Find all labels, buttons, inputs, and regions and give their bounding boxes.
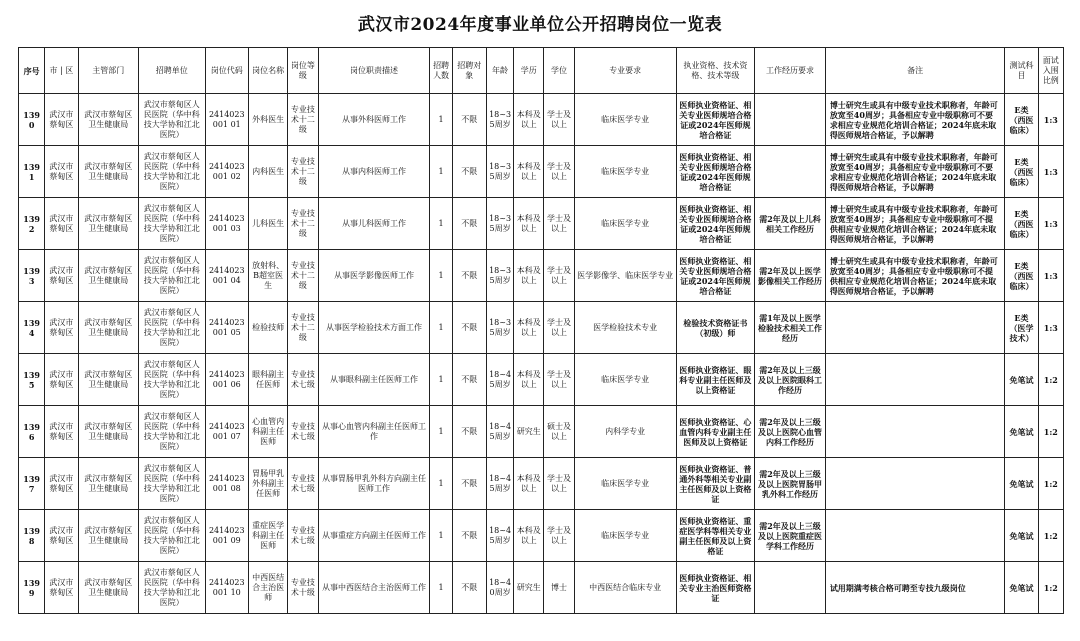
cell-dept: 武汉市蔡甸区卫生健康局 xyxy=(78,94,139,146)
cell-no: 1396 xyxy=(19,406,45,458)
page-title: 武汉市2024年度事业单位公开招聘岗位一览表 xyxy=(357,15,723,35)
cell-num: 1 xyxy=(430,94,452,146)
header-cell: 序号 xyxy=(19,48,45,94)
cell-dept: 武汉市蔡甸区卫生健康局 xyxy=(78,458,139,510)
table-row xyxy=(19,510,1064,562)
cell-degree: 学士及以上 xyxy=(544,302,574,354)
cell-target: 不限 xyxy=(452,510,486,562)
cell-dept: 武汉市蔡甸区卫生健康局 xyxy=(78,146,139,198)
cell-test: 免笔试 xyxy=(1005,458,1038,510)
cell-degree: 学士及以上 xyxy=(544,198,574,250)
cell-major: 临床医学专业 xyxy=(574,146,676,198)
cell-ratio: 1:2 xyxy=(1038,354,1063,406)
cell-post: 胃肠甲乳外科副主任医师 xyxy=(248,458,287,510)
cell-no: 1392 xyxy=(19,198,45,250)
cell-level: 专业技术十二级 xyxy=(288,94,318,146)
cell-qual: 医师执业资格证、相关专业医师规培合格证或2024年医师规培合格证 xyxy=(676,94,755,146)
cell-note xyxy=(825,458,1005,510)
cell-code: 2414023001 08 xyxy=(205,458,248,510)
cell-unit: 武汉市蔡甸区人民医院（华中科技大学协和江北医院） xyxy=(139,458,206,510)
header-cell: 主管部门 xyxy=(78,48,139,94)
cell-age: 18~40周岁 xyxy=(486,562,513,614)
cell-edu: 本科及以上 xyxy=(514,250,544,302)
table-row xyxy=(19,406,1064,458)
cell-duty: 从事胃肠甲乳外科方向副主任医师工作 xyxy=(318,458,430,510)
cell-duty: 从事医学检验技术方面工作 xyxy=(318,302,430,354)
cell-city: 武汉市蔡甸区 xyxy=(45,250,78,302)
cell-code: 2414023001 03 xyxy=(205,198,248,250)
cell-unit: 武汉市蔡甸区人民医院（华中科技大学协和江北医院） xyxy=(139,510,206,562)
cell-note xyxy=(825,406,1005,458)
cell-target: 不限 xyxy=(452,146,486,198)
cell-city: 武汉市蔡甸区 xyxy=(45,354,78,406)
cell-edu: 研究生 xyxy=(514,562,544,614)
cell-target: 不限 xyxy=(452,458,486,510)
cell-qual: 医师执业资格证、相关专业医师规培合格证或2024年医师规培合格证 xyxy=(676,198,755,250)
cell-no: 1393 xyxy=(19,250,45,302)
cell-no: 1394 xyxy=(19,302,45,354)
cell-major: 医学影像学、临床医学专业 xyxy=(574,250,676,302)
cell-code: 2414023001 05 xyxy=(205,302,248,354)
cell-level: 专业技术七级 xyxy=(288,354,318,406)
cell-post: 外科医生 xyxy=(248,94,287,146)
cell-ratio: 1:3 xyxy=(1038,146,1063,198)
cell-ratio: 1:3 xyxy=(1038,302,1063,354)
cell-no: 1390 xyxy=(19,94,45,146)
cell-qual: 医师执业资格证、普通外科等相关专业副主任医师及以上资格证 xyxy=(676,458,755,510)
cell-test: 免笔试 xyxy=(1005,510,1038,562)
cell-post: 中西医结合主治医师 xyxy=(248,562,287,614)
cell-major: 临床医学专业 xyxy=(574,458,676,510)
cell-ratio: 1:2 xyxy=(1038,458,1063,510)
cell-edu: 本科及以上 xyxy=(514,354,544,406)
cell-note: 博士研究生或具有中级专业技术职称者，年龄可放宽至40周岁；具备相应专业中级职称可不提供相应专业规范化培训合格证；2024年底未取得医师规培合格证，予以解聘 xyxy=(825,250,1005,302)
cell-ratio: 1:3 xyxy=(1038,94,1063,146)
cell-code: 2414023001 04 xyxy=(205,250,248,302)
cell-city: 武汉市蔡甸区 xyxy=(45,302,78,354)
table-row xyxy=(19,94,1064,146)
cell-age: 18~35周岁 xyxy=(486,94,513,146)
cell-level: 专业技术七级 xyxy=(288,458,318,510)
cell-degree: 学士及以上 xyxy=(544,94,574,146)
cell-city: 武汉市蔡甸区 xyxy=(45,94,78,146)
cell-degree: 学士及以上 xyxy=(544,354,574,406)
cell-unit: 武汉市蔡甸区人民医院（华中科技大学协和江北医院） xyxy=(139,562,206,614)
cell-exp: 需1年及以上医学检验技术相关工作经历 xyxy=(755,302,826,354)
cell-code: 2414023001 02 xyxy=(205,146,248,198)
cell-city: 武汉市蔡甸区 xyxy=(45,406,78,458)
header-row xyxy=(19,48,1064,94)
cell-major: 临床医学专业 xyxy=(574,510,676,562)
header-cell: 岗位等级 xyxy=(288,48,318,94)
cell-age: 18~35周岁 xyxy=(486,250,513,302)
cell-target: 不限 xyxy=(452,198,486,250)
table-row xyxy=(19,562,1064,614)
cell-city: 武汉市蔡甸区 xyxy=(45,562,78,614)
cell-level: 专业技术十二级 xyxy=(288,198,318,250)
cell-edu: 研究生 xyxy=(514,406,544,458)
cell-code: 2414023001 10 xyxy=(205,562,248,614)
cell-num: 1 xyxy=(430,250,452,302)
table-row xyxy=(19,458,1064,510)
cell-note xyxy=(825,510,1005,562)
cell-duty: 从事心血管内科副主任医师工作 xyxy=(318,406,430,458)
cell-duty: 从事医学影像医师工作 xyxy=(318,250,430,302)
cell-duty: 从事中西医结合主治医师工作 xyxy=(318,562,430,614)
cell-level: 专业技术十二级 xyxy=(288,146,318,198)
cell-duty: 从事儿科医师工作 xyxy=(318,198,430,250)
cell-no: 1397 xyxy=(19,458,45,510)
cell-exp xyxy=(755,562,826,614)
cell-edu: 本科及以上 xyxy=(514,94,544,146)
header-cell: 市 | 区 xyxy=(45,48,78,94)
header-cell: 面试入围比例 xyxy=(1038,48,1063,94)
cell-post: 眼科副主任医师 xyxy=(248,354,287,406)
cell-exp: 需2年及以上儿科相关工作经历 xyxy=(755,198,826,250)
header-cell: 岗位职责描述 xyxy=(318,48,430,94)
cell-dept: 武汉市蔡甸区卫生健康局 xyxy=(78,510,139,562)
cell-edu: 本科及以上 xyxy=(514,302,544,354)
cell-level: 专业技术十二级 xyxy=(288,250,318,302)
cell-age: 18~35周岁 xyxy=(486,302,513,354)
cell-target: 不限 xyxy=(452,302,486,354)
cell-post: 儿科医生 xyxy=(248,198,287,250)
cell-city: 武汉市蔡甸区 xyxy=(45,510,78,562)
cell-no: 1398 xyxy=(19,510,45,562)
cell-qual: 医师执业资格证、心血管内科专业副主任医师及以上资格证 xyxy=(676,406,755,458)
cell-duty: 从事眼科副主任医师工作 xyxy=(318,354,430,406)
table-row xyxy=(19,250,1064,302)
cell-unit: 武汉市蔡甸区人民医院（华中科技大学协和江北医院） xyxy=(139,406,206,458)
cell-num: 1 xyxy=(430,562,452,614)
cell-target: 不限 xyxy=(452,250,486,302)
cell-test: E类（西医临床） xyxy=(1005,94,1038,146)
cell-edu: 本科及以上 xyxy=(514,510,544,562)
cell-age: 18~45周岁 xyxy=(486,406,513,458)
cell-num: 1 xyxy=(430,198,452,250)
cell-test: 免笔试 xyxy=(1005,354,1038,406)
cell-ratio: 1:2 xyxy=(1038,510,1063,562)
header-cell: 执业资格、技术资格、技术等级 xyxy=(676,48,755,94)
cell-num: 1 xyxy=(430,302,452,354)
header-cell: 测试科目 xyxy=(1005,48,1038,94)
cell-dept: 武汉市蔡甸区卫生健康局 xyxy=(78,354,139,406)
cell-major: 临床医学专业 xyxy=(574,94,676,146)
header-cell: 年龄 xyxy=(486,48,513,94)
cell-dept: 武汉市蔡甸区卫生健康局 xyxy=(78,198,139,250)
cell-ratio: 1:3 xyxy=(1038,250,1063,302)
cell-age: 18~35周岁 xyxy=(486,146,513,198)
cell-city: 武汉市蔡甸区 xyxy=(45,458,78,510)
header-cell: 工作经历要求 xyxy=(755,48,826,94)
cell-age: 18~45周岁 xyxy=(486,354,513,406)
cell-level: 专业技术十级 xyxy=(288,562,318,614)
cell-city: 武汉市蔡甸区 xyxy=(45,198,78,250)
cell-major: 临床医学专业 xyxy=(574,198,676,250)
header-cell: 招聘单位 xyxy=(139,48,206,94)
cell-qual: 检验技术资格证书（初级）师 xyxy=(676,302,755,354)
cell-major: 中西医结合临床专业 xyxy=(574,562,676,614)
cell-exp: 需2年及以上医学影像相关工作经历 xyxy=(755,250,826,302)
recruitment-table xyxy=(18,47,1064,614)
cell-exp: 需2年及以上三级及以上医院重症医学科工作经历 xyxy=(755,510,826,562)
cell-num: 1 xyxy=(430,510,452,562)
table-body xyxy=(19,94,1064,614)
header-cell: 招聘人数 xyxy=(430,48,452,94)
cell-degree: 学士及以上 xyxy=(544,458,574,510)
cell-degree: 学士及以上 xyxy=(544,510,574,562)
table-row xyxy=(19,146,1064,198)
cell-note: 博士研究生或具有中级专业技术职称者，年龄可放宽至40周岁；具备相应专业中级职称可不要求相应专业规范化培训合格证；2024年底未取得医师规培合格证，予以解聘 xyxy=(825,94,1005,146)
header-cell: 岗位名称 xyxy=(248,48,287,94)
header-cell: 专业要求 xyxy=(574,48,676,94)
cell-test: E类（西医临床） xyxy=(1005,250,1038,302)
cell-exp: 需2年及以上三级及以上医院心血管内科工作经历 xyxy=(755,406,826,458)
cell-unit: 武汉市蔡甸区人民医院（华中科技大学协和江北医院） xyxy=(139,250,206,302)
cell-edu: 本科及以上 xyxy=(514,198,544,250)
cell-test: E类（医学技术） xyxy=(1005,302,1038,354)
cell-ratio: 1:2 xyxy=(1038,562,1063,614)
cell-major: 医学检验技术专业 xyxy=(574,302,676,354)
cell-num: 1 xyxy=(430,458,452,510)
cell-no: 1395 xyxy=(19,354,45,406)
header-cell: 招聘对象 xyxy=(452,48,486,94)
header-cell: 学位 xyxy=(544,48,574,94)
cell-qual: 医师执业资格证、相关专业主治医师资格证 xyxy=(676,562,755,614)
cell-degree: 博士 xyxy=(544,562,574,614)
cell-num: 1 xyxy=(430,146,452,198)
cell-exp: 需2年及以上三级及以上医院胃肠甲乳外科工作经历 xyxy=(755,458,826,510)
cell-ratio: 1:2 xyxy=(1038,406,1063,458)
cell-unit: 武汉市蔡甸区人民医院（华中科技大学协和江北医院） xyxy=(139,354,206,406)
header-cell: 岗位代码 xyxy=(205,48,248,94)
cell-dept: 武汉市蔡甸区卫生健康局 xyxy=(78,302,139,354)
cell-qual: 医师执业资格证、相关专业医师规培合格证或2024年医师规培合格证 xyxy=(676,146,755,198)
cell-exp: 需2年及以上三级及以上医院眼科工作经历 xyxy=(755,354,826,406)
cell-target: 不限 xyxy=(452,406,486,458)
cell-unit: 武汉市蔡甸区人民医院（华中科技大学协和江北医院） xyxy=(139,302,206,354)
cell-edu: 本科及以上 xyxy=(514,146,544,198)
cell-target: 不限 xyxy=(452,94,486,146)
cell-level: 专业技术七级 xyxy=(288,406,318,458)
cell-num: 1 xyxy=(430,406,452,458)
table-row xyxy=(19,354,1064,406)
cell-no: 1399 xyxy=(19,562,45,614)
cell-duty: 从事外科医师工作 xyxy=(318,94,430,146)
cell-note: 试用期满考核合格可聘至专技九级岗位 xyxy=(825,562,1005,614)
table-row xyxy=(19,302,1064,354)
cell-dept: 武汉市蔡甸区卫生健康局 xyxy=(78,406,139,458)
cell-major: 临床医学专业 xyxy=(574,354,676,406)
cell-qual: 医师执业资格证、相关专业医师规培合格证或2024年医师规培合格证 xyxy=(676,250,755,302)
cell-target: 不限 xyxy=(452,562,486,614)
cell-post: 放射科、B超室医生 xyxy=(248,250,287,302)
cell-degree: 学士及以上 xyxy=(544,250,574,302)
cell-code: 2414023001 06 xyxy=(205,354,248,406)
cell-major: 内科学专业 xyxy=(574,406,676,458)
header-cell: 学历 xyxy=(514,48,544,94)
cell-dept: 武汉市蔡甸区卫生健康局 xyxy=(78,250,139,302)
cell-unit: 武汉市蔡甸区人民医院（华中科技大学协和江北医院） xyxy=(139,198,206,250)
cell-unit: 武汉市蔡甸区人民医院（华中科技大学协和江北医院） xyxy=(139,94,206,146)
cell-qual: 医师执业资格证、重症医学科等相关专业副主任医师及以上资格证 xyxy=(676,510,755,562)
cell-degree: 学士及以上 xyxy=(544,146,574,198)
table-row xyxy=(19,198,1064,250)
cell-target: 不限 xyxy=(452,354,486,406)
cell-test: 免笔试 xyxy=(1005,562,1038,614)
cell-test: E类（西医临床） xyxy=(1005,198,1038,250)
cell-level: 专业技术七级 xyxy=(288,510,318,562)
cell-age: 18~45周岁 xyxy=(486,510,513,562)
cell-unit: 武汉市蔡甸区人民医院（华中科技大学协和江北医院） xyxy=(139,146,206,198)
cell-city: 武汉市蔡甸区 xyxy=(45,146,78,198)
cell-duty: 从事内科医师工作 xyxy=(318,146,430,198)
header-cell: 备注 xyxy=(825,48,1005,94)
cell-dept: 武汉市蔡甸区卫生健康局 xyxy=(78,562,139,614)
cell-post: 心血管内科副主任医师 xyxy=(248,406,287,458)
cell-note xyxy=(825,302,1005,354)
cell-post: 检验技师 xyxy=(248,302,287,354)
cell-post: 重症医学科副主任医师 xyxy=(248,510,287,562)
cell-ratio: 1:3 xyxy=(1038,198,1063,250)
cell-test: 免笔试 xyxy=(1005,406,1038,458)
cell-level: 专业技术十二级 xyxy=(288,302,318,354)
cell-code: 2414023001 01 xyxy=(205,94,248,146)
cell-duty: 从事重症方向副主任医师工作 xyxy=(318,510,430,562)
cell-code: 2414023001 07 xyxy=(205,406,248,458)
cell-test: E类（西医临床） xyxy=(1005,146,1038,198)
cell-degree: 硕士及以上 xyxy=(544,406,574,458)
cell-post: 内科医生 xyxy=(248,146,287,198)
cell-no: 1391 xyxy=(19,146,45,198)
cell-note: 博士研究生或具有中级专业技术职称者，年龄可放宽至40周岁；具备相应专业中级职称可不要求相应专业规范化培训合格证；2024年底未取得医师规培合格证，予以解聘 xyxy=(825,146,1005,198)
cell-age: 18~45周岁 xyxy=(486,458,513,510)
cell-note: 博士研究生或具有中级专业技术职称者，年龄可放宽至40周岁；具备相应专业中级职称可不提供相应专业规范化培训合格证；2024年底未取得医师规培合格证，予以解聘 xyxy=(825,198,1005,250)
cell-code: 2414023001 09 xyxy=(205,510,248,562)
cell-age: 18~35周岁 xyxy=(486,198,513,250)
cell-edu: 本科及以上 xyxy=(514,458,544,510)
cell-qual: 医师执业资格证、眼科专业副主任医师及以上资格证 xyxy=(676,354,755,406)
cell-note xyxy=(825,354,1005,406)
cell-exp xyxy=(755,146,826,198)
cell-exp xyxy=(755,94,826,146)
cell-num: 1 xyxy=(430,354,452,406)
